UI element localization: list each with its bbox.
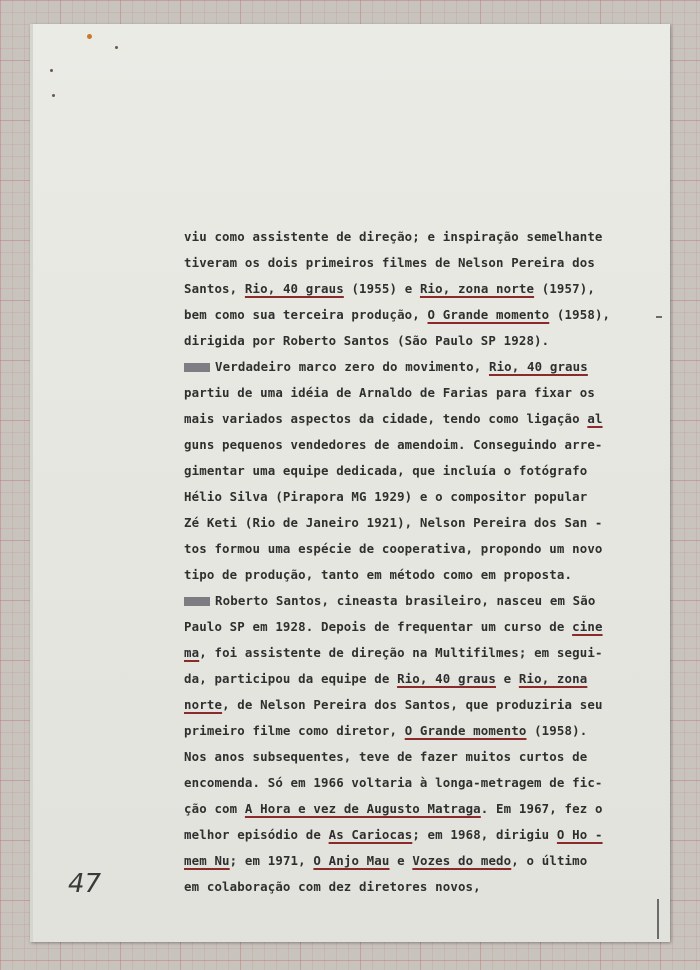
text-line [184,354,644,380]
margin-mark [657,899,659,939]
struck-out-mark [184,597,210,606]
text-segment: Hélio Silva (Pirapora MG 1929) e o compositor popular [184,489,588,504]
text-line [184,302,644,328]
text-segment: , o último [511,853,588,868]
text-line [184,796,644,822]
film-title: O Ho - [556,827,603,842]
text-line [184,874,644,900]
underlined-fragment: al [587,411,603,426]
text-segment: Santos, [184,281,245,296]
text-segment: partiu de uma idéia de Arnaldo de Farias para fixar os [184,385,595,400]
text-segment: (1955) e [343,281,420,296]
film-title: Rio, 40 graus [397,671,497,686]
film-title: norte [184,697,223,712]
text-segment: Verdadeiro marco zero do movimento, [215,359,489,374]
film-title: As Cariocas [328,827,413,842]
film-title: Rio, 40 graus [488,359,588,374]
text-line [184,250,644,276]
text-line [184,744,644,770]
text-line [184,822,644,848]
text-segment: bem como sua terceira produção, [184,307,428,322]
text-segment: encomenda. Só em 1966 voltaria à longa-metragem de fic- [184,775,603,790]
text-segment: melhor episódio de [184,827,329,842]
text-line [184,510,644,536]
text-line [184,588,644,614]
text-segment: Zé Keti (Rio de Janeiro 1921), Nelson Pereira dos San - [184,515,603,530]
text-line [184,458,644,484]
film-title: O Anjo Mau [313,853,390,868]
text-segment: (1958), [549,307,611,322]
film-title: Vozes do medo [412,853,512,868]
film-title: Rio, zona norte [419,281,535,296]
text-line [184,484,644,510]
text-segment: Nos anos subsequentes, teve de fazer muitos curtos de [184,749,588,764]
text-line [184,276,644,302]
film-title: Rio, zona [518,671,588,686]
text-segment: (1958). [526,723,588,738]
paper-spot [87,34,92,39]
film-title: A Hora e vez de Augusto Matraga [244,801,481,816]
text-line [184,224,644,250]
film-title: Rio, 40 graus [244,281,344,296]
film-title: O Grande momento [427,307,550,322]
text-line [184,406,644,432]
underlined-fragment: ma [184,645,200,660]
text-line [184,666,644,692]
struck-out-mark [184,363,210,372]
text-segment: tiveram os dois primeiros filmes de Nelson Pereira dos [184,255,595,270]
text-segment: e [389,853,413,868]
film-title: O Grande momento [404,723,527,738]
film-title: mem Nu [184,853,230,868]
text-segment: gimentar uma equipe dedicada, que incluía o fotógrafo [184,463,588,478]
paper-spot [115,46,118,49]
text-segment: ; em 1971, [229,853,314,868]
handwritten-page-number: 47 [68,869,102,899]
text-line [184,562,644,588]
text-segment: dirigida por Roberto Santos (São Paulo SP 1928). [184,333,550,348]
text-segment: (1957), [534,281,595,296]
document-sheet [30,24,670,942]
text-segment: e [496,671,519,686]
text-line [184,770,644,796]
text-segment: viu como assistente de direção; e inspiração semelhante [184,229,603,244]
text-segment: ; em 1968, dirigiu [412,827,557,842]
text-line [184,432,644,458]
sheet-edge [30,24,33,942]
text-segment: . Em 1967, fez o [480,801,603,816]
text-line [184,848,644,874]
text-segment: em colaboração com dez diretores novos, [184,879,481,894]
paper-spot [50,69,53,72]
text-segment: ção com [184,801,245,816]
text-line [184,328,644,354]
text-line [184,380,644,406]
text-segment: guns pequenos vendedores de amendoim. Conseguindo arre- [184,437,603,452]
underlined-fragment: cine [572,619,603,634]
text-line [184,536,644,562]
text-segment: tipo de produção, tanto em método como em proposta. [184,567,573,582]
typewritten-text [184,224,644,900]
text-line [184,692,644,718]
text-line [184,640,644,666]
text-segment: , foi assistente de direção na Multifilmes; em segui- [199,645,603,660]
margin-mark [656,316,662,318]
text-segment: primeiro filme como diretor, [184,723,405,738]
text-line [184,718,644,744]
text-segment: da, participou da equipe de [184,671,398,686]
paper-spot [52,94,55,97]
text-segment: Roberto Santos, cineasta brasileiro, nasceu em São [215,593,596,608]
text-segment: mais variados aspectos da cidade, tendo como ligação [184,411,588,426]
text-line [184,614,644,640]
text-segment: Paulo SP em 1928. Depois de frequentar um curso de [184,619,573,634]
text-segment: , de Nelson Pereira dos Santos, que produziria seu [222,697,603,712]
text-segment: tos formou uma espécie de cooperativa, propondo um novo [184,541,603,556]
